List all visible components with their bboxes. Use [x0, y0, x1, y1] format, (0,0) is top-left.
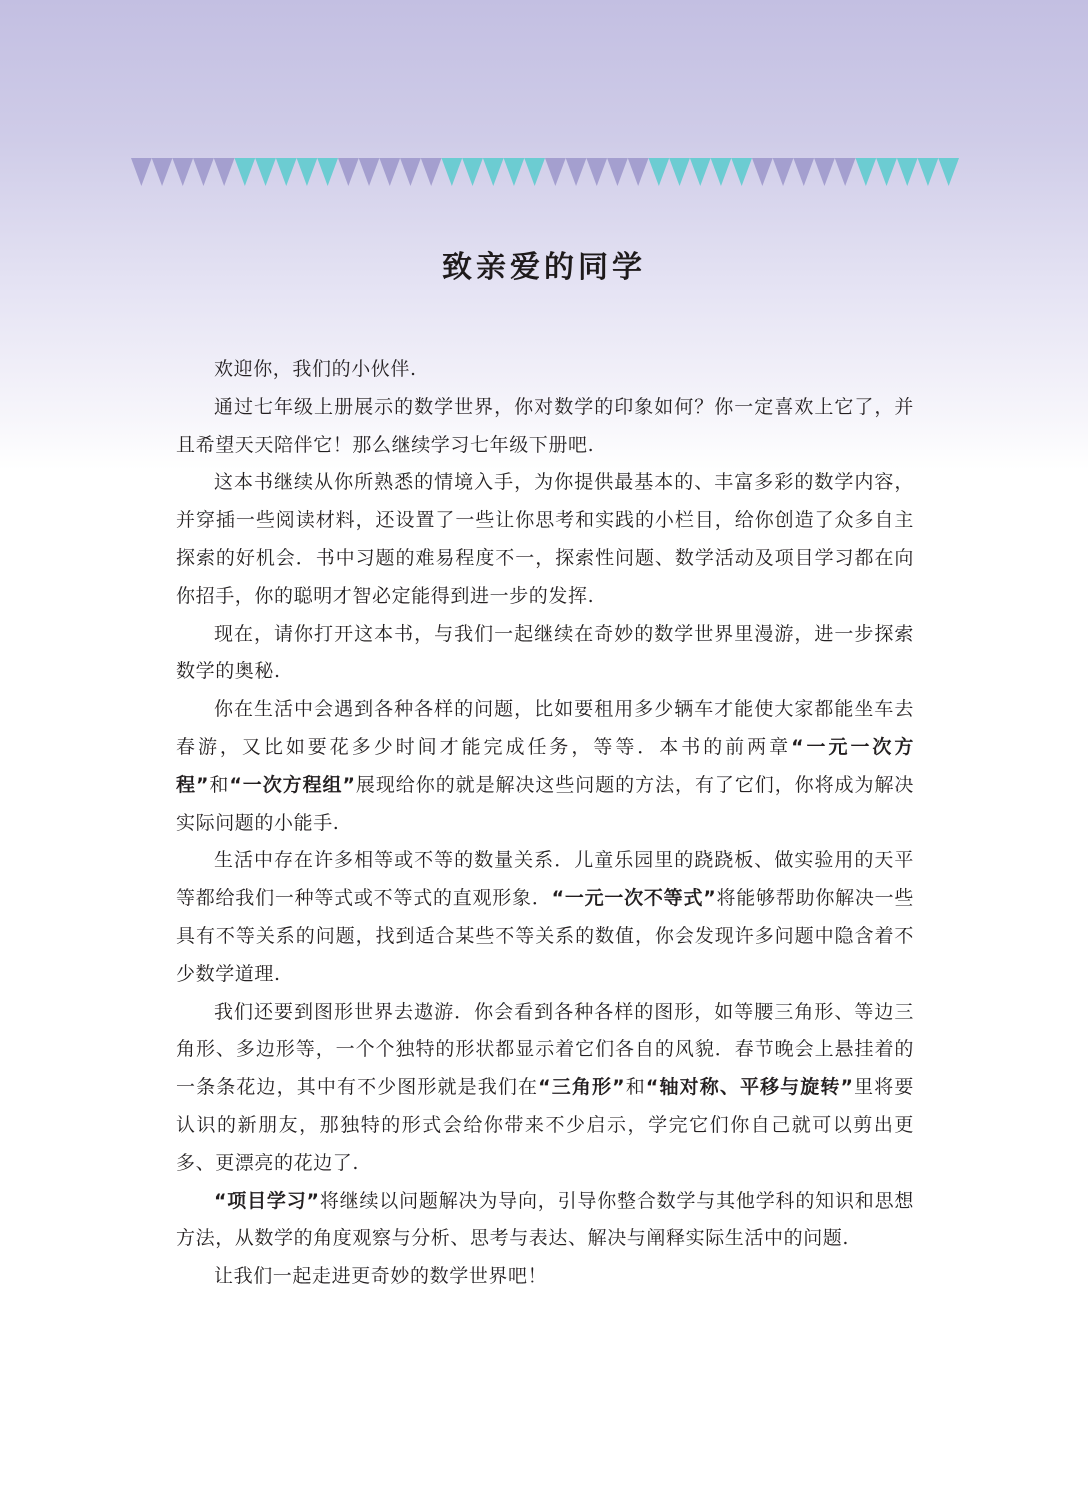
- bunting-triangle: [835, 158, 856, 186]
- bunting-triangle: [235, 158, 256, 186]
- letter-body: [176, 351, 914, 1296]
- bunting-triangle: [918, 158, 939, 186]
- chapter-title-highlight: “三角形”: [538, 1076, 626, 1099]
- bunting-triangle: [152, 158, 173, 186]
- bunting-triangle: [897, 158, 918, 186]
- chapter-title-highlight: “轴对称、平移与旋转”: [645, 1076, 854, 1099]
- chapter-title-highlight: “一元一次方程”: [176, 735, 914, 796]
- paragraph-invitation: 现在，请你打开这本书，与我们一起继续在奇妙的数学世界里漫游，进一步探索数学的奥秘.: [176, 622, 914, 683]
- bunting-triangle: [483, 158, 504, 186]
- bunting-triangle: [876, 158, 897, 186]
- bunting-triangle: [317, 158, 338, 186]
- bunting-triangle: [669, 158, 690, 186]
- bunting-triangle: [711, 158, 732, 186]
- page-title: 致亲爱的同学: [442, 250, 646, 285]
- bunting-triangle: [938, 158, 959, 186]
- bunting-triangle: [856, 158, 877, 186]
- bunting-triangle: [255, 158, 276, 186]
- bunting-triangle: [421, 158, 442, 186]
- paragraph-intro: 通过七年级上册展示的数学世界，你对数学的印象如何？你一定喜欢上它了，并且希望天天陪伴它！那么继续学习七年级下册吧.: [176, 395, 914, 456]
- bunting-triangle: [338, 158, 359, 186]
- bunting-triangle: [131, 158, 152, 186]
- paragraph-inequalities: 生活中存在许多相等或不等的数量关系．儿童乐园里的跷跷板、做实验用的天平等都给我们一种等式或不等式的直观形象．“一元一次不等式”将能够帮助你解决一些具有不等关系的问题，找到适合某些不等关系的数值，你会发现许多问题中隐含着不少数学道理.: [176, 849, 914, 985]
- bunting-triangle: [607, 158, 628, 186]
- paragraph-geometry: 我们还要到图形世界去遨游．你会看到各种各样的图形，如等腰三角形、等边三角形、多边形等，一个个独特的形状都显示着它们各自的风貌．春节晚会上悬挂着的一条条花边，其中有不少图形就是我们在“三角形”和“轴对称、平移与旋转”里将要认识的新朋友，那独特的形式会给你带来不少启示，学完它们你自己就可以剪出更多、更漂亮的花边了.: [176, 1000, 914, 1174]
- paragraph-welcome: 欢迎你，我们的小伙伴.: [214, 358, 417, 380]
- bunting-triangle: [172, 158, 193, 186]
- paragraph-book-content: 这本书继续从你所熟悉的情境入手，为你提供最基本的、丰富多彩的数学内容，并穿插一些阅读材料，还设置了一些让你思考和实践的小栏目，给你创造了众多自主探索的好机会．书中习题的难易程度不一，探索性问题、数学活动及项目学习都在向你招手，你的聪明才智必定能得到进一步的发挥.: [176, 471, 914, 607]
- bunting-triangle: [359, 158, 380, 186]
- bunting-triangle: [462, 158, 483, 186]
- bunting-triangle: [545, 158, 566, 186]
- bunting-triangle: [276, 158, 297, 186]
- bunting-triangle: [752, 158, 773, 186]
- paragraph-closing: 让我们一起走进更奇妙的数学世界吧！: [214, 1265, 548, 1288]
- bunting-triangle: [814, 158, 835, 186]
- bunting-triangle: [442, 158, 463, 186]
- bunting-triangle: [400, 158, 421, 186]
- paragraph-project-learning: “项目学习”将继续以问题解决为导向，引导你整合数学与其他学科的知识和思想方法，从数学的角度观察与分析、思考与表达、解决与阐释实际生活中的问题.: [176, 1189, 914, 1250]
- chapter-title-highlight: “一次方程组”: [229, 773, 356, 796]
- bunting-triangle: [690, 158, 711, 186]
- bunting-triangle: [524, 158, 545, 186]
- chapter-title-highlight: “项目学习”: [214, 1189, 320, 1212]
- bunting-triangle: [649, 158, 670, 186]
- bunting-triangle: [793, 158, 814, 186]
- bunting-triangle: [566, 158, 587, 186]
- bunting-triangle: [504, 158, 525, 186]
- bunting-triangle: [214, 158, 235, 186]
- bunting-triangle: [731, 158, 752, 186]
- bunting-triangle: [379, 158, 400, 186]
- bunting-decoration: [131, 158, 959, 186]
- bunting-triangle: [193, 158, 214, 186]
- bunting-triangle: [773, 158, 794, 186]
- bunting-triangle: [297, 158, 318, 186]
- bunting-triangle: [628, 158, 649, 186]
- bunting-triangle: [586, 158, 607, 186]
- paragraph-equations: 你在生活中会遇到各种各样的问题，比如要租用多少辆车才能使大家都能坐车去春游，又比如要花多少时间才能完成任务，等等．本书的前两章“一元一次方程”和“一次方程组”展现给你的就是解决这些问题的方法，有了它们，你将成为解决实际问题的小能手.: [176, 698, 914, 834]
- chapter-title-highlight: “一元一次不等式”: [551, 887, 717, 910]
